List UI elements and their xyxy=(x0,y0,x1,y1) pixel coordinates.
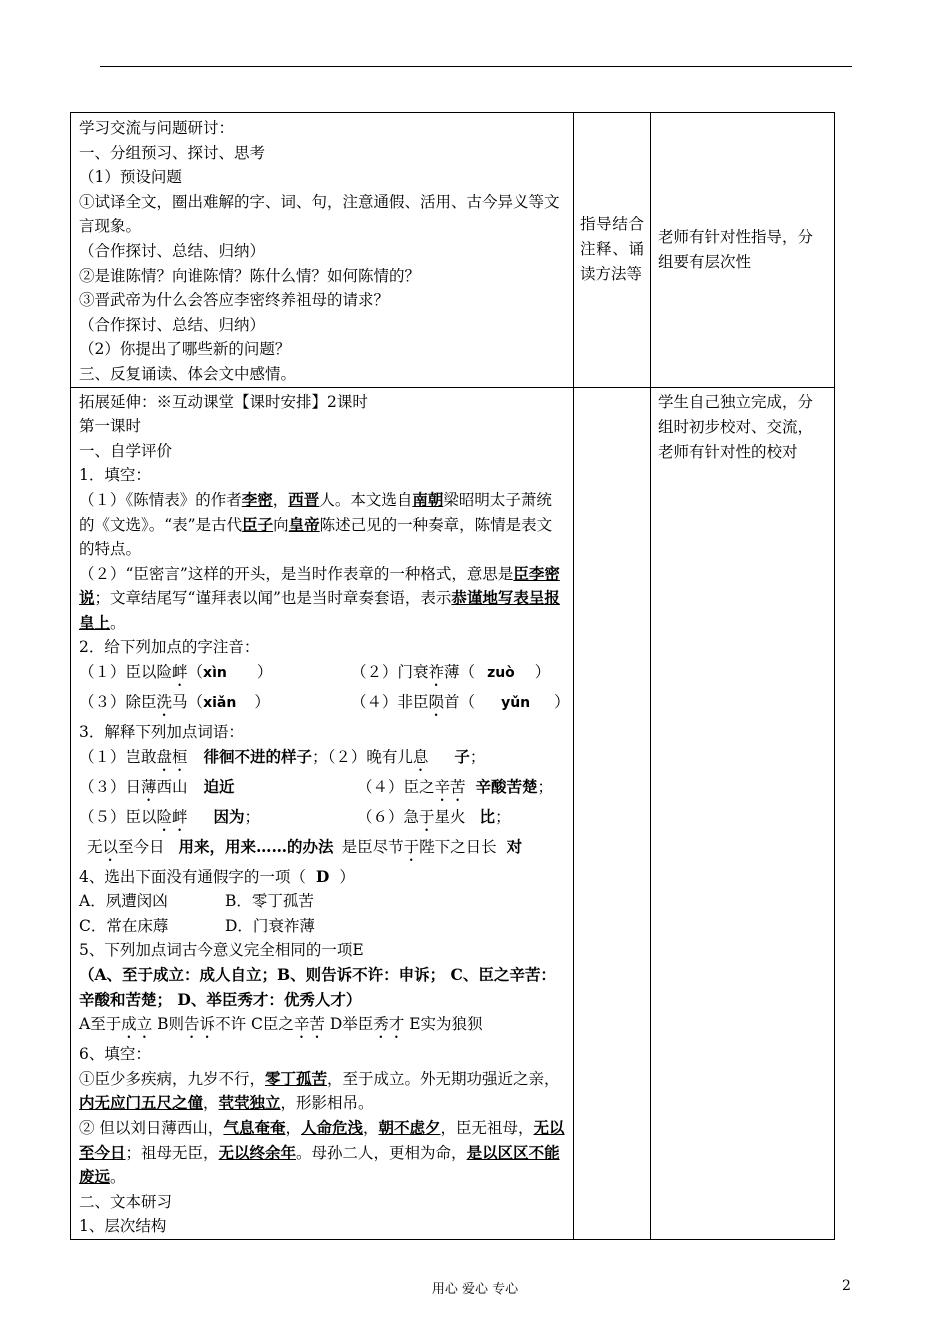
text-line: 2．给下列加点的字注音： xyxy=(79,638,260,657)
choice-row: C．常在床蓐 D．门衰祚薄 xyxy=(79,916,315,935)
text-line: 1、层次结构 xyxy=(79,1217,167,1236)
word-row: （５）臣以险衅 因为； （６）急于星火 比； xyxy=(79,806,511,826)
pinyin-row: （３）除臣洗马（xiǎn ） （４）非臣陨首（ yǔn ） xyxy=(79,693,570,712)
pinyin-row: （１）臣以险衅（xìn ） （２）门衰祚薄（ zuò ） xyxy=(79,663,551,682)
note-text: 学生自己独立完成，分组时初步校对、交流，老师有针对性的校对 xyxy=(658,392,814,461)
header-rule xyxy=(100,66,852,67)
table-row xyxy=(71,387,835,1239)
fill-passage-1: ①臣少多疾病，九岁不行，零丁孤苦，至于成立。外无期功强近之亲，内无应门五尺之僮，茕茕独立，形影相吊。 xyxy=(79,1068,560,1113)
text-line: 二、文本研习 xyxy=(79,1192,173,1211)
fill-question-1: （１）《陈情表》的作者李密，西晋人。本文选自南朝梁昭明太子萧统的《文选》。“表”是古代臣子向皇帝陈述己见的一种奏章，陈情是表文的特点。 xyxy=(79,489,553,559)
fill-passage-2: ② 但以刘日薄西山，气息奄奄，人命危浅，朝不虑夕，臣无祖母，无以至今日；祖母无臣，无以终余年。母孙二人，更相为命，是以区区不能废远。 xyxy=(79,1118,565,1187)
note-cell xyxy=(651,113,835,388)
content-cell xyxy=(71,113,574,388)
note-cell xyxy=(651,387,835,1239)
text-line: 三、反复诵读、体会文中感情。 xyxy=(79,364,297,383)
text-line: 拓展延伸：※互动课堂【课时安排】2课时 xyxy=(79,392,368,411)
note-text: 老师有针对性指导，分组要有层次性 xyxy=(658,227,814,271)
word-row: （３）日薄西山 迫近 （４）臣之辛苦 辛酸苦楚； xyxy=(79,776,554,796)
answer-text: （A、至于成立：成人自立；B、则告诉不许：申诉； C、臣之辛苦：辛酸和苦楚； D、举臣秀才：优秀人才） xyxy=(79,965,556,1009)
text-line: 第一课时 xyxy=(79,417,142,436)
choice-options-row: A至于成立 B则告诉不许 C臣之辛苦 D举臣秀才 E实为狼狈 xyxy=(79,1015,483,1034)
choice-question-4: 4、选出下面没有通假字的一项（ D ） xyxy=(79,866,355,886)
text-line: 6、填空： xyxy=(79,1045,151,1064)
fill-question-2: （２）“臣密言”这样的开头，是当时作表章的一种格式，意思是臣李密说；文章结尾写“谨拜表以闻”也是当时章奏套语，表示恭谨地写表呈报皇上。 xyxy=(79,563,560,632)
text-line: ③晋武帝为什么会答应李密终养祖母的请求？ xyxy=(79,291,390,310)
page-footer: 用心 爱心 专心 xyxy=(431,1282,519,1297)
text-line: 一、分组预习、探讨、思考 xyxy=(79,143,266,162)
text-line: （2）你提出了哪些新的问题？ xyxy=(79,340,291,359)
text-line: （1）预设问题 xyxy=(79,168,182,187)
word-row: 无以至今日 用来，用来……的办法 是臣尽节于陛下之日长 对 xyxy=(87,836,523,856)
text-line: 学习交流与问题研讨： xyxy=(79,119,235,137)
text-line: （合作探讨、总结、归纳） xyxy=(79,315,266,334)
table-row xyxy=(71,113,835,388)
content-cell xyxy=(71,387,574,1239)
word-row: （１）岂敢盘桓 徘徊不进的样子；（２）晚有儿息 子； xyxy=(79,746,486,766)
text-line: 一、自学评价 xyxy=(79,441,173,460)
method-cell xyxy=(574,113,651,388)
text-line: 3．解释下列加点词语： xyxy=(79,723,244,742)
page-number: 2 xyxy=(842,1278,851,1294)
lesson-table xyxy=(70,112,835,1240)
method-cell xyxy=(574,387,651,1239)
text-line: ②是谁陈情？向谁陈情？陈什么情？如何陈情的？ xyxy=(79,266,421,285)
text-line: ①试译全文，圈出难解的字、词、句，注意通假、活用、古今异义等文言现象。 xyxy=(79,192,560,236)
text-line: 1．填空： xyxy=(79,466,151,485)
method-text: 指导结合注释、诵读方法等 xyxy=(580,215,644,284)
choice-row: A．夙遭闵凶 B．零丁孤苦 xyxy=(79,892,314,911)
text-line: 5、下列加点词古今意义完全相同的一项E xyxy=(79,941,364,960)
text-line: （合作探讨、总结、归纳） xyxy=(79,241,266,260)
